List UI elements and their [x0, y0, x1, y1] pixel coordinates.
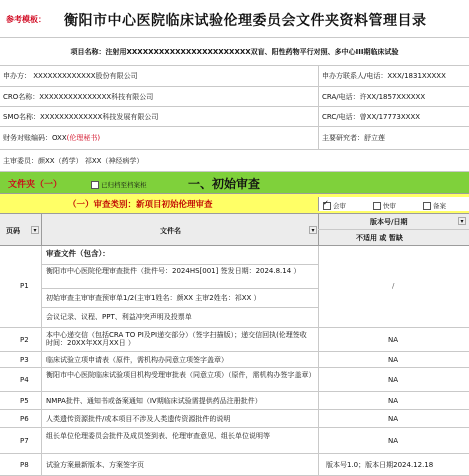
principal-investigator: 主要研究者：舒立莲 — [322, 134, 385, 142]
table-row — [0, 410, 469, 428]
option-fast[interactable] — [373, 201, 396, 210]
project-name: 项目名称：注射用XXXXXXXXXXXXXXXXXXXXXXX双盲、阳性药物平行对照、多中心III期临床试验 — [70, 48, 399, 56]
page-number: P5 — [20, 397, 29, 405]
page-title: 衡阳市中心医院临床试验伦理委员会文件夹资料管理目录 — [64, 13, 427, 29]
file-line: 初始审查主审审查预审单1/2(主审1姓名：颜XX 主审2姓名：祁XX ） — [46, 294, 261, 302]
file-line: 会议记录、议程、PPT、利益冲突声明及投票单 — [46, 313, 192, 321]
version-value: NA — [388, 397, 399, 405]
review-committee: 主审委员：颜XX（药学） 祁XX（神经病学） — [3, 157, 144, 165]
page-number: P2 — [20, 336, 29, 344]
filter-dropdown-icon[interactable]: ▾ — [309, 226, 317, 234]
checkbox-box[interactable] — [423, 202, 431, 210]
file-name: 临床试验立项申请表（原件，需机构办同意立项签字盖章） — [46, 356, 228, 364]
checkbox-box[interactable] — [373, 202, 381, 210]
checkbox-checked[interactable] — [323, 202, 331, 210]
cro-row — [0, 87, 469, 107]
version-value: NA — [388, 356, 399, 364]
file-name-column-header: 文件名 — [160, 227, 181, 235]
committee-row — [0, 150, 469, 172]
table-row — [0, 368, 469, 392]
version-column-header: 版本号/日期 — [370, 218, 408, 226]
file-name-cell — [41, 246, 318, 328]
review-type-title: （一）审查类别：新项目初始伦理审查 — [68, 200, 213, 210]
page-number: P7 — [20, 437, 29, 445]
archived-label: 已归档至档案柜 — [101, 181, 147, 189]
file-line: 审查文件（包含）： — [46, 249, 110, 258]
folder-bar — [0, 172, 469, 194]
crc-contact: CRC/电话：曾XX/17773XXXX — [322, 113, 421, 121]
table-row — [0, 428, 469, 454]
checkbox-box[interactable] — [91, 181, 99, 189]
sponsor-name: 申办方： XXXXXXXXXXXXX股份有限公司 — [3, 72, 138, 80]
file-name: NMPA批件、通知书或备案通知（IV期临床试验需提供药品注册批件） — [46, 397, 262, 405]
filter-dropdown-icon[interactable]: ▾ — [31, 226, 39, 234]
title-row — [0, 0, 469, 38]
option-fast-label: 快审 — [383, 202, 396, 210]
table-row — [0, 352, 469, 368]
option-meeting-label: 会审 — [333, 202, 346, 210]
option-filed[interactable] — [423, 201, 446, 210]
cro-name: CRO名称：XXXXXXXXXXXXXXX科技有限公司 — [3, 93, 154, 101]
page-column-header: 页码 — [6, 227, 20, 235]
version-value: NA — [388, 415, 399, 423]
version-value: NA — [388, 376, 399, 384]
cra-contact: CRA/电话：许XX/1857XXXXXX — [322, 93, 426, 101]
version-value: NA — [388, 336, 399, 344]
file-name: 试验方案最新版本、方案签字页 — [46, 461, 144, 469]
page-number: P8 — [20, 461, 29, 469]
page-number: P3 — [20, 356, 29, 364]
version-value: NA — [388, 437, 399, 445]
review-options — [318, 197, 469, 211]
version-header-cell — [318, 214, 469, 230]
file-name: 组长单位伦理委员会批件及成员签到表、伦理审查意见、组长单位说明等 — [46, 432, 270, 440]
table-row — [0, 392, 469, 410]
version-value: / — [392, 282, 395, 290]
file-number — [3, 134, 100, 142]
table-header — [0, 214, 469, 246]
file-number-value: 财务对账编码：OXX — [3, 134, 67, 142]
smo-name: SMO名称：XXXXXXXXXXXXX科技发展有限公司 — [3, 113, 159, 121]
table-row — [0, 328, 469, 352]
folder-label: 文件夹（一） — [8, 180, 63, 190]
file-name: 衡阳市中心医院临床试验项目机构受理审批表（同意立项）（原件，需机构办签字盖章） — [46, 371, 316, 379]
option-filed-label: 备案 — [433, 202, 446, 210]
option-meeting[interactable] — [323, 201, 346, 210]
archived-checkbox[interactable] — [91, 180, 147, 189]
sponsor-contact: 申办方联系人/电话：XXX/1831XXXXX — [322, 72, 446, 80]
version-value: 版本号1.0；版本日期2024.12.18 — [326, 461, 434, 469]
review-type-row — [0, 194, 469, 214]
filter-dropdown-icon[interactable]: ▾ — [458, 217, 466, 225]
file-number-row — [0, 127, 469, 150]
not-applicable-header: 不适用 或 暂缺 — [356, 234, 403, 242]
page-number: P4 — [20, 376, 29, 384]
file-name: 本中心递交信（包括CRA TO PI及PI递交部分）（签字扫描版）；递交信回执(伦理签收时间：20XX年XX月XX日 ） — [46, 331, 307, 348]
project-name-row — [0, 38, 469, 66]
file-number-note: (伦理秘书) — [66, 134, 101, 142]
table-row — [0, 454, 469, 476]
smo-row — [0, 107, 469, 127]
file-line: 衡阳市中心医院伦理审查批件（批件号：2024HS[001] 签发日期：2024.8.14 ） — [46, 267, 301, 275]
table-row — [0, 246, 469, 328]
reference-template-label: 参考模板： — [6, 15, 46, 24]
sponsor-row — [0, 66, 469, 87]
page-number: P6 — [20, 415, 29, 423]
section-title: 一、初始审查 — [188, 177, 261, 191]
page-number: P1 — [20, 282, 29, 290]
file-name: 人类遗传资源批件/或本项目不涉及人类遗传资源批件的说明 — [46, 415, 231, 423]
